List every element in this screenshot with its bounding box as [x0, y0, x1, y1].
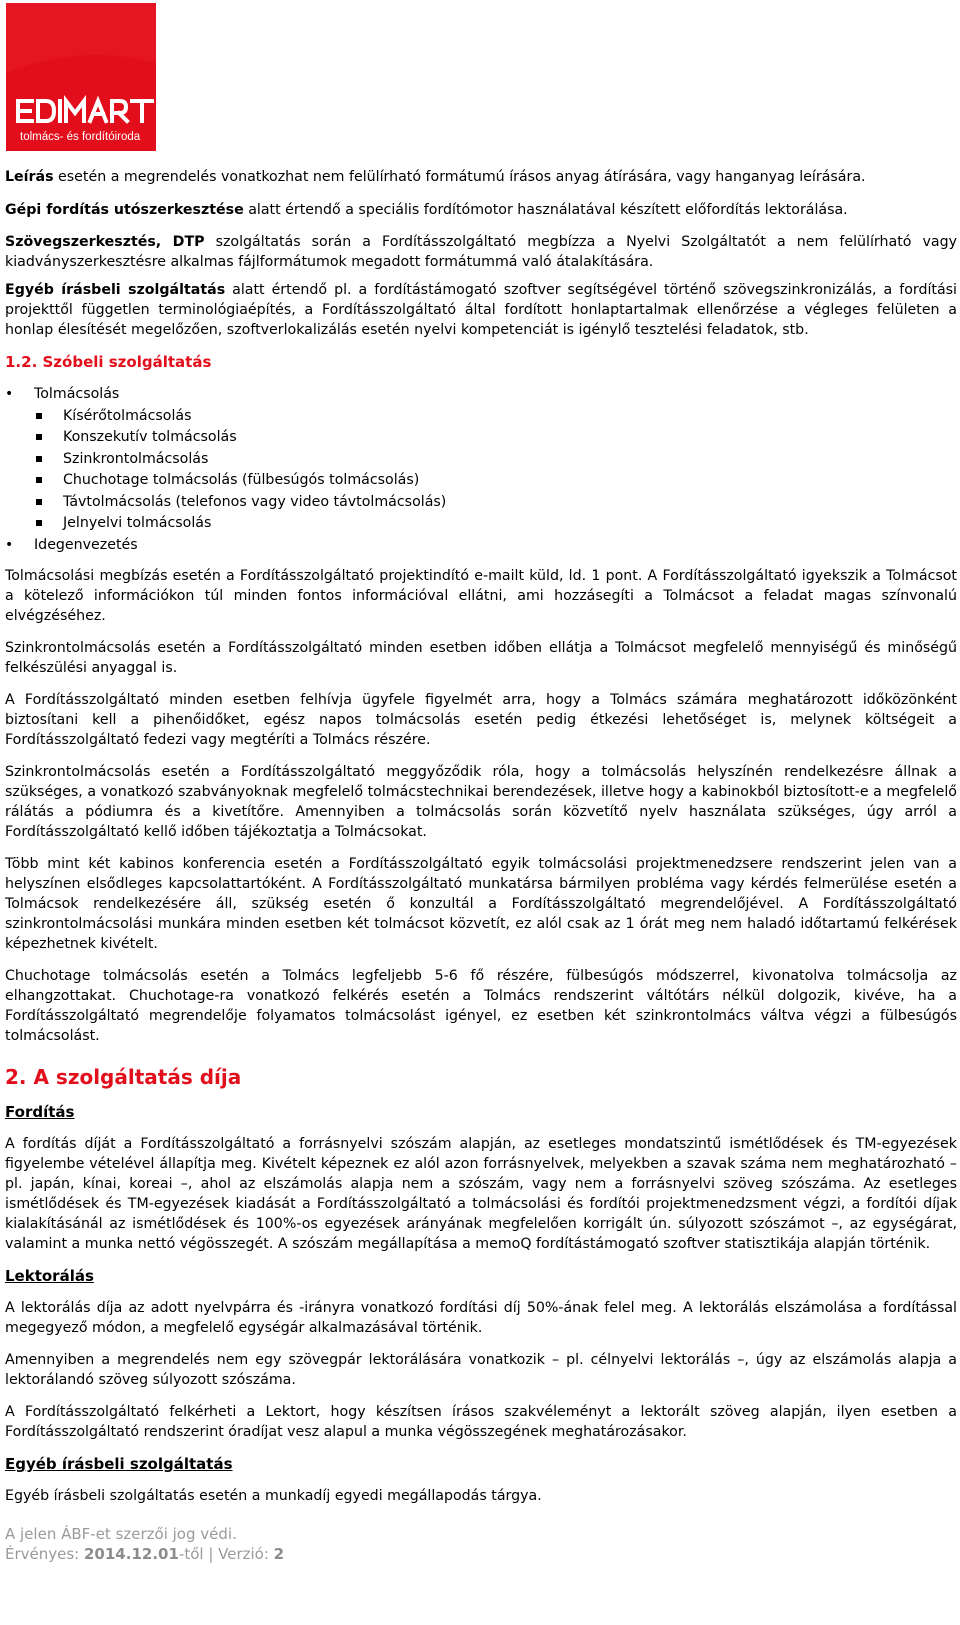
paragraph: Egyéb írásbeli szolgáltatás esetén a munkadíj egyedi megállapodás tárgya.: [5, 1488, 542, 1504]
service-list: [5, 384, 957, 556]
paragraph: A lektorálás díja az adott nyelvpárra és -irányra vonatkozó fordítási díj 50%-ának felel meg. A lektorálás elszámolása a fordítással megegyező módon, a megfelelő egységár alkalmazásával történik.: [5, 1300, 957, 1336]
list-item: Szinkrontolmácsolás: [34, 449, 957, 471]
document-body: [5, 167, 957, 1518]
list-item: Jelnyelvi tolmácsolás: [34, 513, 957, 535]
edimart-logo-icon: [6, 3, 156, 151]
valid-date: 2014.12.01: [84, 1545, 179, 1563]
paragraph: A Fordításszolgáltató minden esetben felhívja ügyfele figyelmét arra, hogy a Tolmács számára meghatározott időközönként biztosítani kell a pihenőidőket, egész napos tolmácsolás esetén pedig étkezési lehetőséget is, melynek költségeit a Fordításszolgáltató fedezi vagy megtéríti a Tolmács részére.: [5, 692, 957, 748]
paragraph-other-written-services: Egyéb írásbeli szolgáltatás alatt értendő pl. a fordítástámogató szoftver segítségével történő szövegszinkronizálás, a fordítási projekttől független terminológiaépítés, a Fordításszolgáltató által fordított honlaptartalmak ellenőrzése a végleges felületen a honlap élesítését megelőzően, szoftverlokalizálás esetén nyelvi kompetenciát is igénylő tesztelési feladatok, stb.: [5, 282, 957, 338]
paragraph: Chuchotage tolmácsolás esetén a Tolmács legfeljebb 5-6 fő részére, fülbesúgós módszerrel, kivonatolva tolmácsolja az elhangzottakat. Chuchotage-ra vonatkozó felkérés esetén a Tolmács rendszerint váltótárs nélkül dolgozik, kivéve, ha a Fordításszolgáltató megrendelője folyamatos tolmácsolást igényel, ez esetben két szinkrontolmács váltva végzi a fülbesúgós tolmácsolást.: [5, 968, 957, 1044]
validity-line: Érvényes: 2014.12.01-től | Verzió: 2: [5, 1545, 285, 1563]
term-machine-translation: Gépi fordítás utószerkesztése: [5, 202, 244, 218]
paragraph-transcription: Leírás esetén a megrendelés vonatkozhat nem felülírható formátumú írásos anyag átírására, vagy hanganyag leírására.: [5, 169, 866, 185]
section-heading-service-fee: 2. A szolgáltatás díja: [5, 1065, 242, 1089]
term-dtp: Szövegszerkesztés, DTP: [5, 234, 205, 250]
interpreting-sublist: [34, 406, 957, 535]
list-item: Kísérőtolmácsolás: [34, 406, 957, 428]
list-item: Konszekutív tolmácsolás: [34, 427, 957, 449]
term-transcription: Leírás: [5, 169, 54, 185]
paragraph: A fordítás díját a Fordításszolgáltató a forrásnyelvi szószám alapján, az esetleges mondatszintű ismétlődések és TM-egyezések figyelembe vételével állapítja meg. Kivételt képeznek ez alól azon forrásnyelvek, melyekben a szavak száma nem meghatározható – pl. japán, kínai, koreai –, ahol az elszámolás alapja nem a szószám, vagy nem a forrásnyelvi szöveg szószáma. Az esetleges ismétlődések és TM-egyezések kiadását a Fordításszolgáltató a tolmácsolási és fordítói projektmenedzsment végzi, a fordítói díjak kialakításánál az ismétlődések és 100%-os egyezések arányának megfelelően korrigált ún. súlyozott szószámot –, az egységárat, valamint a munka nettó végösszegét. A szószám megállapítása a memoQ fordítástámogató szoftver statisztikája alapján történik.: [5, 1136, 957, 1252]
paragraph: Szinkrontolmácsolás esetén a Fordításszolgáltató meggyőződik róla, hogy a tolmácsolás helyszínén rendelkezésre állnak a szükséges, a vonatkozó szabványoknak megfelelő tolmácstechnikai berendezések, illetve hogy a kabinokból biztosított-e a megfelelő rálátás a pódiumra és a kivetítőre. Amennyiben a tolmácsolás során közvetítő nyelv használata szükséges, úgy arról a Fordításszolgáltató kellő időben tájékoztatja a Tolmácsokat.: [5, 764, 957, 840]
paragraph: Tolmácsolási megbízás esetén a Fordításszolgáltató projektindító e-mailt küld, ld. 1 pont. A Fordításszolgáltató igyekszik a Tolmácsot a kötelező információkon túl minden fontos információval ellátni, ami hozzásegíti a Tolmácsot a feladat magas színvonalú elvégzéséhez.: [5, 568, 957, 624]
paragraph: Amennyiben a megrendelés nem egy szövegpár lektorálására vonatkozik – pl. célnyelvi lektorálás –, úgy az elszámolás alapja a lektorálandó szöveg súlyozott szószáma.: [5, 1352, 957, 1388]
copyright-notice: A jelen ÁBF-et szerzői jog védi.: [5, 1525, 237, 1543]
subheading-other-written-services: Egyéb írásbeli szolgáltatás: [5, 1455, 233, 1473]
page-footer: [5, 1524, 605, 1564]
list-item: • Idegenvezetés: [5, 535, 957, 557]
list-item: Chuchotage tolmácsolás (fülbesúgós tolmácsolás): [34, 470, 957, 492]
list-item: Távtolmácsolás (telefonos vagy video távtolmácsolás): [34, 492, 957, 514]
subheading-translation: Fordítás: [5, 1103, 75, 1121]
logo-tagline: tolmács- és fordítóiroda: [20, 131, 141, 143]
paragraph-machine-translation: Gépi fordítás utószerkesztése alatt értendő a speciális fordítómotor használatával készített előfordítás lektorálása.: [5, 202, 848, 218]
version-number: 2: [273, 1545, 285, 1563]
paragraph: Több mint két kabinos konferencia esetén a Fordításszolgáltató egyik tolmácsolási projektmenedzsere rendszerint jelen van a helyszínen elsődleges kapcsolattartóként. A Fordításszolgáltató munkatársa bármilyen probléma vagy kérdés felmerülése esetén a Tolmácsok rendelkezésére áll, szükség esetén ő konzultál a Fordításszolgáltató megrendelőjével. A Fordításszolgáltató szinkrontolmácsolási munkára minden esetben két tolmácsot közvetít, ez alól csak az 1 órát meg nem haladó időtartamú felkérések képezhetnek kivételt.: [5, 856, 957, 952]
paragraph: Szinkrontolmácsolás esetén a Fordításszolgáltató minden esetben időben ellátja a Tolmácsot megfelelő mennyiségű és minőségű felkészülési anyaggal is.: [5, 640, 957, 676]
paragraph: A Fordításszolgáltató felkérheti a Lektort, hogy készítsen írásos szakvéleményt a lektorált szöveg alapján, ilyen esetben a Fordításszolgáltató rendszerint óradíjat vesz alapul a munka végösszegének meghatározásakor.: [5, 1404, 957, 1440]
subheading-proofreading: Lektorálás: [5, 1267, 94, 1285]
term-other-written-services: Egyéb írásbeli szolgáltatás: [5, 282, 226, 298]
company-logo: [6, 3, 156, 151]
paragraph-dtp: Szövegszerkesztés, DTP szolgáltatás során a Fordításszolgáltató megbízza a Nyelvi Szolgáltatót a nem felülírható vagy kiadványszerkesztésre alkalmas fájlformátumok megadott formátummá való átalakítására.: [5, 234, 957, 270]
section-heading-oral-services: 1.2. Szóbeli szolgáltatás: [5, 353, 212, 371]
list-item: • Tolmácsolás Kísérőtolmácsolás Konszekutív tolmácsolás Szinkrontolmácsolás Chuchotage tolmácsolás (fülbesúgós tolmácsolás) Távtolmácsolás (telefonos vagy video távtolmácsolás) Jelnyelvi tolmácsolás: [5, 384, 957, 535]
